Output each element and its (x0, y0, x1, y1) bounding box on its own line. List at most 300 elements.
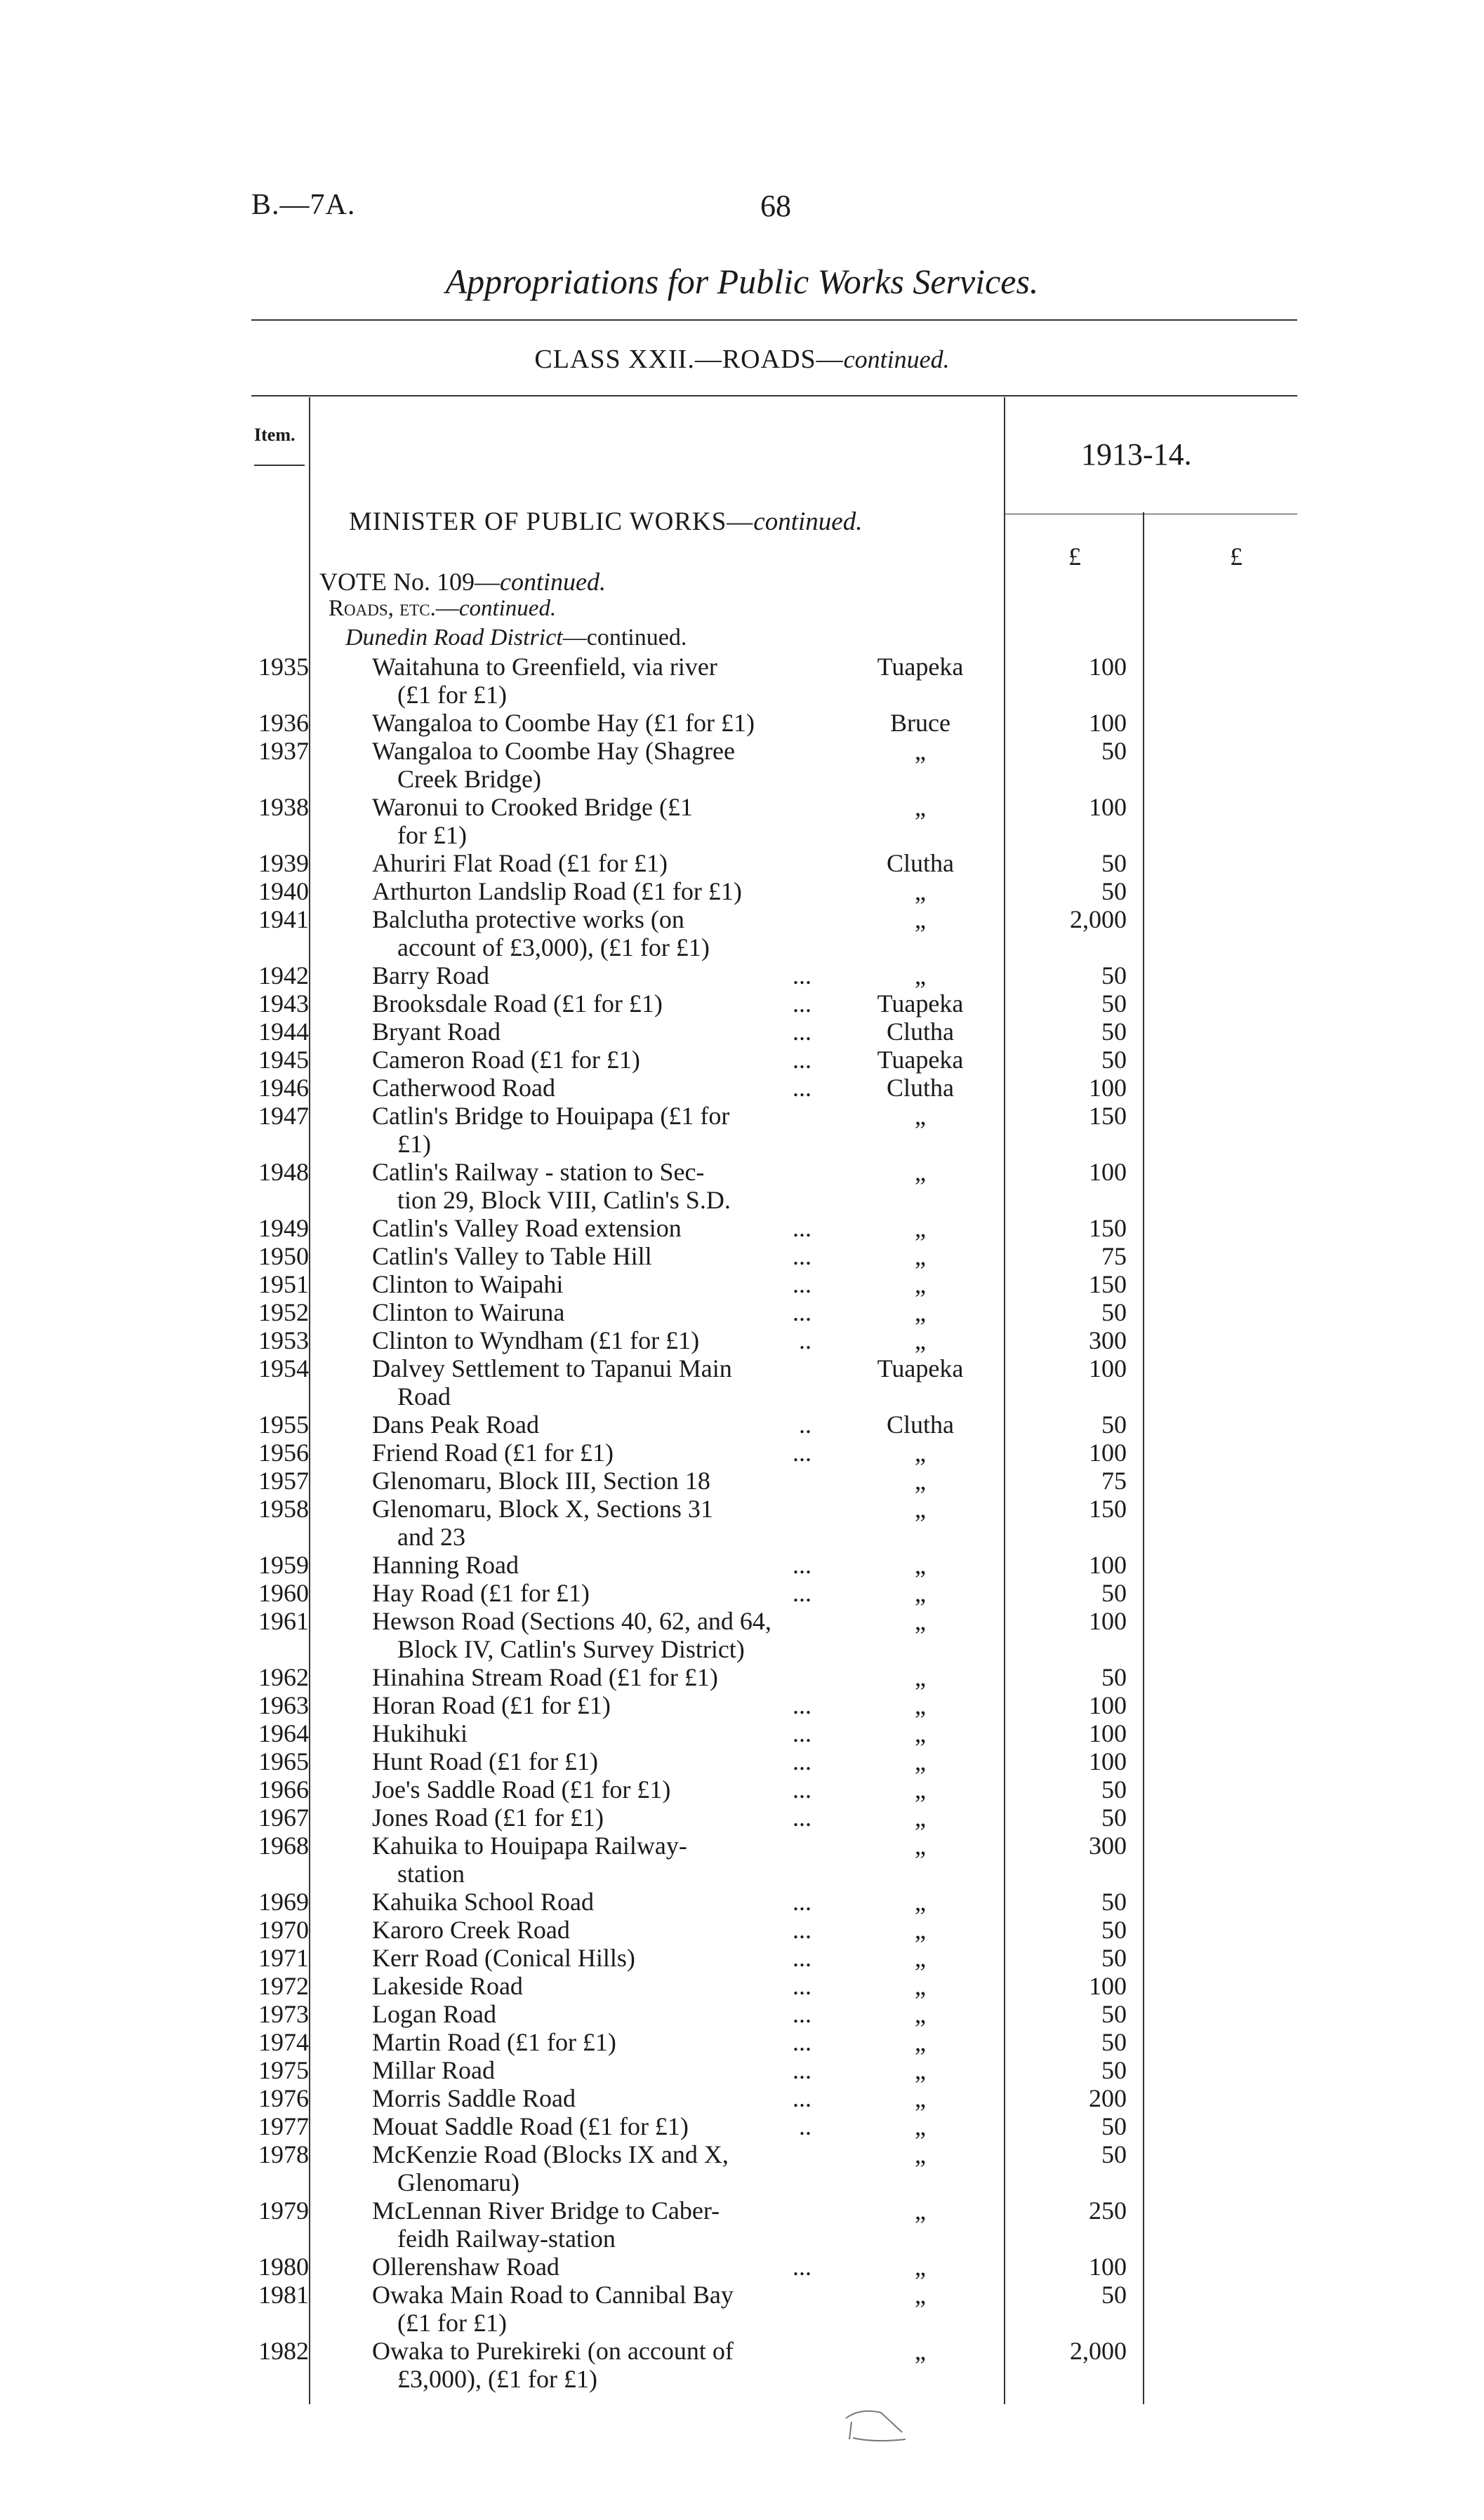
item-description (372, 793, 821, 849)
description-line: Karoro Creek Road (372, 1916, 570, 1944)
leader-dots: .. (799, 2112, 811, 2140)
item-number: 1939 (258, 849, 309, 877)
item-description (372, 2112, 821, 2140)
description-line: Dalvey Settlement to Tapanui Main (372, 1354, 732, 1382)
description-line: Hukihuki (372, 1719, 468, 1747)
item-description (372, 1804, 821, 1832)
item-number: 1973 (258, 2000, 309, 2028)
leader-dots: ... (793, 1747, 811, 1775)
description-line: Horan Road (£1 for £1) (372, 1691, 611, 1719)
description-continuation: account of £3,000), (£1 for £1) (397, 933, 710, 961)
item-number: 1971 (258, 1944, 309, 1972)
item-description (372, 1775, 821, 1804)
electoral-district: „ (915, 1467, 926, 1495)
amount-value: 100 (1089, 1607, 1127, 1635)
item-number: 1935 (258, 653, 309, 681)
amount-value: 75 (1101, 1467, 1127, 1495)
amount-value: 300 (1089, 1326, 1127, 1354)
item-description (372, 2253, 821, 2281)
item-number: 1937 (258, 737, 309, 765)
description-line: Hunt Road (£1 for £1) (372, 1747, 598, 1775)
leader-dots: ... (793, 1018, 811, 1046)
printer-mark-icon (839, 2404, 916, 2446)
amount-value: 50 (1101, 961, 1127, 989)
item-number: 1977 (258, 2112, 309, 2140)
item-column-header: Item. (254, 425, 296, 445)
amount-value: 100 (1089, 1691, 1127, 1719)
amount-value: 50 (1101, 849, 1127, 877)
item-description (372, 1972, 821, 2000)
item-description (372, 1046, 821, 1074)
electoral-district: „ (915, 877, 926, 905)
item-number: 1979 (258, 2196, 309, 2225)
leader-dots: ... (793, 1046, 811, 1074)
amount-value: 100 (1089, 1972, 1127, 2000)
amount-value: 100 (1089, 1719, 1127, 1747)
electoral-district: „ (915, 2281, 926, 2309)
roads-heading-main: Roads, etc.— (329, 596, 459, 621)
electoral-district: Clutha (887, 1074, 954, 1102)
district-heading-cont: —continued. (562, 625, 687, 651)
item-description (372, 849, 821, 877)
description-line: Kahuika School Road (372, 1888, 594, 1916)
description-line: Hanning Road (372, 1551, 519, 1579)
description-line: Bryant Road (372, 1018, 501, 1046)
leader-dots: .. (799, 1326, 811, 1354)
item-description (372, 737, 821, 793)
amount-value: 150 (1089, 1270, 1127, 1298)
item-description (372, 1439, 821, 1467)
electoral-district: „ (915, 737, 926, 765)
description-line: Wangaloa to Coombe Hay (£1 for £1) (372, 709, 755, 737)
electoral-district: „ (915, 2140, 926, 2168)
description-line: Arthurton Landslip Road (£1 for £1) (372, 877, 742, 905)
description-line: Friend Road (£1 for £1) (372, 1439, 614, 1467)
description-line: Kerr Road (Conical Hills) (372, 1944, 635, 1972)
leader-dots: ... (793, 1916, 811, 1944)
item-description (372, 1102, 821, 1158)
item-number: 1965 (258, 1747, 309, 1775)
electoral-district: „ (915, 2196, 926, 2225)
item-description (372, 1495, 821, 1551)
amount-value: 100 (1089, 1551, 1127, 1579)
leader-dots: ... (793, 2000, 811, 2028)
amount-value: 50 (1101, 1018, 1127, 1046)
amount-value: 100 (1089, 793, 1127, 821)
amount-value: 250 (1089, 2196, 1127, 2225)
electoral-district: „ (915, 793, 926, 821)
description-continuation: Creek Bridge) (397, 765, 541, 793)
electoral-district: „ (915, 1495, 926, 1523)
description-line: Owaka to Purekireki (on account of (372, 2337, 734, 2365)
electoral-district: „ (915, 1102, 926, 1130)
item-description (372, 1354, 821, 1411)
electoral-district: „ (915, 2000, 926, 2028)
leader-dots: ... (793, 1074, 811, 1102)
electoral-district: Tuapeka (877, 1046, 964, 1074)
item-number: 1946 (258, 1074, 309, 1102)
item-number: 1957 (258, 1467, 309, 1495)
description-line: Jones Road (£1 for £1) (372, 1804, 604, 1832)
item-description (372, 1944, 821, 1972)
item-description (372, 2000, 821, 2028)
item-number: 1951 (258, 1270, 309, 1298)
electoral-district: „ (915, 1439, 926, 1467)
leader-dots: ... (793, 2028, 811, 2056)
leader-dots: ... (793, 1298, 811, 1326)
description-line: Clinton to Waipahi (372, 1270, 564, 1298)
item-description (372, 1832, 821, 1888)
item-number: 1975 (258, 2056, 309, 2084)
leader-dots: ... (793, 1972, 811, 2000)
item-description (372, 1074, 821, 1102)
leader-dots: ... (793, 1775, 811, 1804)
item-description (372, 1242, 821, 1270)
item-description (372, 2337, 821, 2393)
description-continuation: £3,000), (£1 for £1) (397, 2365, 597, 2393)
item-number: 1956 (258, 1439, 309, 1467)
description-line: Morris Saddle Road (372, 2084, 576, 2112)
description-line: Waronui to Crooked Bridge (£1 (372, 793, 694, 821)
item-description (372, 961, 821, 989)
leader-dots: ... (793, 1551, 811, 1579)
electoral-district: „ (915, 2084, 926, 2112)
roads-heading-cont: continued. (458, 596, 557, 621)
amount-value: 50 (1101, 1804, 1127, 1832)
class-heading (0, 344, 1484, 375)
electoral-district: „ (915, 1579, 926, 1607)
class-heading-main: CLASS XXII.—ROADS— (534, 345, 844, 374)
item-description (372, 877, 821, 905)
item-description (372, 709, 821, 737)
document-reference: B.—7A. (251, 189, 356, 221)
electoral-district: „ (915, 1944, 926, 1972)
amount-value: 50 (1101, 2281, 1127, 2309)
table-top-rule (251, 395, 1297, 396)
item-number: 1962 (258, 1663, 309, 1691)
electoral-district: „ (915, 1551, 926, 1579)
item-number: 1941 (258, 905, 309, 933)
item-number: 1955 (258, 1411, 309, 1439)
amount-value: 50 (1101, 737, 1127, 765)
minister-heading-main: MINISTER OF PUBLIC WORKS— (349, 507, 754, 536)
description-continuation: and 23 (397, 1523, 465, 1551)
item-number: 1944 (258, 1018, 309, 1046)
year-column-header: 1913-14. (1081, 437, 1192, 472)
leader-dots: ... (793, 1888, 811, 1916)
electoral-district: Bruce (890, 709, 950, 737)
description-line: Catlin's Bridge to Houipapa (£1 for (372, 1102, 730, 1130)
item-description (372, 2056, 821, 2084)
item-number: 1943 (258, 989, 309, 1018)
description-continuation: tion 29, Block VIII, Catlin's S.D. (397, 1186, 731, 1214)
electoral-district: „ (915, 905, 926, 933)
description-line: Catlin's Railway - station to Sec- (372, 1158, 705, 1186)
description-line: Ahuriri Flat Road (£1 for £1) (372, 849, 668, 877)
item-number: 1970 (258, 1916, 309, 1944)
description-line: McLennan River Bridge to Caber- (372, 2196, 720, 2225)
description-continuation: (£1 for £1) (397, 2309, 507, 2337)
district-heading-main: Dunedin Road District (345, 625, 563, 651)
leader-dots: ... (793, 1439, 811, 1467)
item-description (372, 2281, 821, 2337)
item-description (372, 1691, 821, 1719)
description-line: Hay Road (£1 for £1) (372, 1579, 590, 1607)
item-number: 1972 (258, 1972, 309, 2000)
amount-value: 50 (1101, 1046, 1127, 1074)
leader-dots: ... (793, 1804, 811, 1832)
description-line: Catlin's Valley Road extension (372, 1214, 682, 1242)
amount-value: 50 (1101, 1775, 1127, 1804)
item-description (372, 905, 821, 961)
electoral-district: „ (915, 1663, 926, 1691)
amount-value: 75 (1101, 1242, 1127, 1270)
item-number: 1947 (258, 1102, 309, 1130)
description-line: Lakeside Road (372, 1972, 523, 2000)
description-line: Wangaloa to Coombe Hay (Shagree (372, 737, 735, 765)
electoral-district: Tuapeka (877, 1354, 964, 1382)
item-number: 1940 (258, 877, 309, 905)
description-continuation: £1) (397, 1130, 431, 1158)
item-description (372, 1326, 821, 1354)
electoral-district: „ (915, 2056, 926, 2084)
electoral-district: Tuapeka (877, 653, 964, 681)
leader-dots: ... (793, 1242, 811, 1270)
description-line: Mouat Saddle Road (£1 for £1) (372, 2112, 689, 2140)
amount-value: 100 (1089, 1439, 1127, 1467)
item-number: 1959 (258, 1551, 309, 1579)
item-number: 1981 (258, 2281, 309, 2309)
item-number: 1949 (258, 1214, 309, 1242)
electoral-district: „ (915, 1326, 926, 1354)
electoral-district: „ (915, 1972, 926, 2000)
electoral-district: „ (915, 1158, 926, 1186)
amount-value: 100 (1089, 1747, 1127, 1775)
electoral-district: „ (915, 2337, 926, 2365)
item-number: 1936 (258, 709, 309, 737)
item-description (372, 989, 821, 1018)
item-number: 1938 (258, 793, 309, 821)
item-description (372, 1270, 821, 1298)
description-line: Hewson Road (Sections 40, 62, and 64, (372, 1607, 771, 1635)
item-description (372, 1607, 821, 1663)
amount-column-rule (1143, 512, 1144, 2404)
electoral-district: „ (915, 1270, 926, 1298)
item-number: 1958 (258, 1495, 309, 1523)
item-number: 1966 (258, 1775, 309, 1804)
description-line: McKenzie Road (Blocks IX and X, (372, 2140, 729, 2168)
minister-heading (349, 507, 862, 537)
amount-value: 100 (1089, 1354, 1127, 1382)
leader-dots: ... (793, 989, 811, 1018)
description-line: Martin Road (£1 for £1) (372, 2028, 616, 2056)
item-number: 1978 (258, 2140, 309, 2168)
vote-heading-cont: continued. (499, 568, 606, 596)
item-description (372, 1018, 821, 1046)
amount-value: 50 (1101, 877, 1127, 905)
item-number: 1968 (258, 1832, 309, 1860)
electoral-district: „ (915, 1888, 926, 1916)
description-line: Brooksdale Road (£1 for £1) (372, 989, 663, 1018)
item-header-underline (254, 465, 305, 466)
electoral-district: „ (915, 2028, 926, 2056)
electoral-district: „ (915, 1832, 926, 1860)
item-column-rule (309, 397, 310, 2404)
item-number: 1969 (258, 1888, 309, 1916)
item-number: 1963 (258, 1691, 309, 1719)
leader-dots: ... (793, 1691, 811, 1719)
amount-value: 50 (1101, 1888, 1127, 1916)
electoral-district: Clutha (887, 1018, 954, 1046)
item-number: 1948 (258, 1158, 309, 1186)
amount-value: 50 (1101, 1579, 1127, 1607)
amount-value: 100 (1089, 1158, 1127, 1186)
description-continuation: Glenomaru) (397, 2168, 519, 2196)
electoral-district: „ (915, 1691, 926, 1719)
amount-value: 150 (1089, 1495, 1127, 1523)
electoral-district: „ (915, 961, 926, 989)
item-description (372, 1298, 821, 1326)
description-line: Dans Peak Road (372, 1411, 539, 1439)
leader-dots: ... (793, 961, 811, 989)
leader-dots: ... (793, 1719, 811, 1747)
item-number: 1960 (258, 1579, 309, 1607)
description-continuation: Block IV, Catlin's Survey District) (397, 1635, 745, 1663)
description-continuation: feidh Railway-station (397, 2225, 616, 2253)
item-description (372, 1888, 821, 1916)
item-description (372, 653, 821, 709)
amount-value: 200 (1089, 2084, 1127, 2112)
electoral-district: Clutha (887, 1411, 954, 1439)
leader-dots: ... (793, 2056, 811, 2084)
item-description (372, 1467, 821, 1495)
description-line: Ollerenshaw Road (372, 2253, 559, 2281)
amount-value: 2,000 (1070, 2337, 1127, 2365)
description-line: Catlin's Valley to Table Hill (372, 1242, 652, 1270)
item-description (372, 1916, 821, 1944)
electoral-district: „ (915, 1298, 926, 1326)
item-description (372, 2196, 821, 2253)
item-description (372, 1747, 821, 1775)
electoral-district: Clutha (887, 849, 954, 877)
description-line: Catherwood Road (372, 1074, 555, 1102)
item-description (372, 2028, 821, 2056)
electoral-district: Tuapeka (877, 989, 964, 1018)
amount-value: 50 (1101, 2056, 1127, 2084)
description-continuation: station (397, 1860, 465, 1888)
district-heading (345, 625, 687, 651)
amount-value: 50 (1101, 1663, 1127, 1691)
amount-value: 100 (1089, 653, 1127, 681)
leader-dots: ... (793, 1270, 811, 1298)
item-number: 1980 (258, 2253, 309, 2281)
item-number: 1982 (258, 2337, 309, 2365)
electoral-district: „ (915, 2253, 926, 2281)
description-continuation: Road (397, 1382, 451, 1411)
item-number: 1954 (258, 1354, 309, 1382)
item-description (372, 1158, 821, 1214)
description-continuation: (£1 for £1) (397, 681, 507, 709)
amount-value: 50 (1101, 2028, 1127, 2056)
leader-dots: .. (799, 1411, 811, 1439)
currency-header-2: £ (1230, 542, 1243, 571)
description-line: Clinton to Wairuna (372, 1298, 565, 1326)
minister-heading-cont: continued. (753, 507, 863, 536)
item-number: 1967 (258, 1804, 309, 1832)
amount-value: 50 (1101, 1411, 1127, 1439)
electoral-district: „ (915, 1804, 926, 1832)
amount-value: 2,000 (1070, 905, 1127, 933)
amount-value: 50 (1101, 2140, 1127, 2168)
class-heading-cont: continued. (843, 345, 950, 373)
currency-header-1: £ (1068, 542, 1081, 571)
description-line: Cameron Road (£1 for £1) (372, 1046, 640, 1074)
leader-dots: ... (793, 1214, 811, 1242)
leader-dots: ... (793, 1579, 811, 1607)
description-line: Glenomaru, Block III, Section 18 (372, 1467, 710, 1495)
amount-value: 50 (1101, 2000, 1127, 2028)
amount-value: 50 (1101, 2112, 1127, 2140)
description-line: Logan Road (372, 2000, 496, 2028)
leader-dots: ... (793, 1944, 811, 1972)
amount-value: 100 (1089, 2253, 1127, 2281)
amount-value: 100 (1089, 709, 1127, 737)
roads-heading (329, 596, 556, 622)
description-line: Clinton to Wyndham (£1 for £1) (372, 1326, 700, 1354)
page-number: 68 (760, 189, 791, 223)
electoral-district: „ (915, 1607, 926, 1635)
item-description (372, 1663, 821, 1691)
amount-value: 300 (1089, 1832, 1127, 1860)
item-description (372, 1214, 821, 1242)
amount-value: 50 (1101, 1916, 1127, 1944)
description-line: Balclutha protective works (on (372, 905, 684, 933)
item-number: 1961 (258, 1607, 309, 1635)
description-line: Kahuika to Houipapa Railway- (372, 1832, 687, 1860)
vote-heading (319, 567, 606, 596)
item-description (372, 2084, 821, 2112)
electoral-district: „ (915, 1916, 926, 1944)
amount-value: 50 (1101, 1298, 1127, 1326)
description-line: Millar Road (372, 2056, 495, 2084)
vote-heading-main: VOTE No. 109— (319, 568, 500, 596)
item-description (372, 1551, 821, 1579)
description-continuation: for £1) (397, 821, 467, 849)
item-number: 1964 (258, 1719, 309, 1747)
description-line: Owaka Main Road to Cannibal Bay (372, 2281, 734, 2309)
amount-value: 100 (1089, 1074, 1127, 1102)
item-description (372, 1579, 821, 1607)
description-line: Barry Road (372, 961, 489, 989)
electoral-district: „ (915, 1719, 926, 1747)
item-number: 1953 (258, 1326, 309, 1354)
item-number: 1945 (258, 1046, 309, 1074)
item-number: 1976 (258, 2084, 309, 2112)
electoral-district: „ (915, 1214, 926, 1242)
item-number: 1974 (258, 2028, 309, 2056)
item-number: 1950 (258, 1242, 309, 1270)
item-number: 1942 (258, 961, 309, 989)
electoral-district: „ (915, 1747, 926, 1775)
leader-dots: ... (793, 2084, 811, 2112)
description-line: Joe's Saddle Road (£1 for £1) (372, 1775, 671, 1804)
description-line: Hinahina Stream Road (£1 for £1) (372, 1663, 718, 1691)
item-description (372, 2140, 821, 2196)
description-line: Glenomaru, Block X, Sections 31 (372, 1495, 713, 1523)
electoral-district: „ (915, 1242, 926, 1270)
item-description (372, 1719, 821, 1747)
item-number: 1952 (258, 1298, 309, 1326)
